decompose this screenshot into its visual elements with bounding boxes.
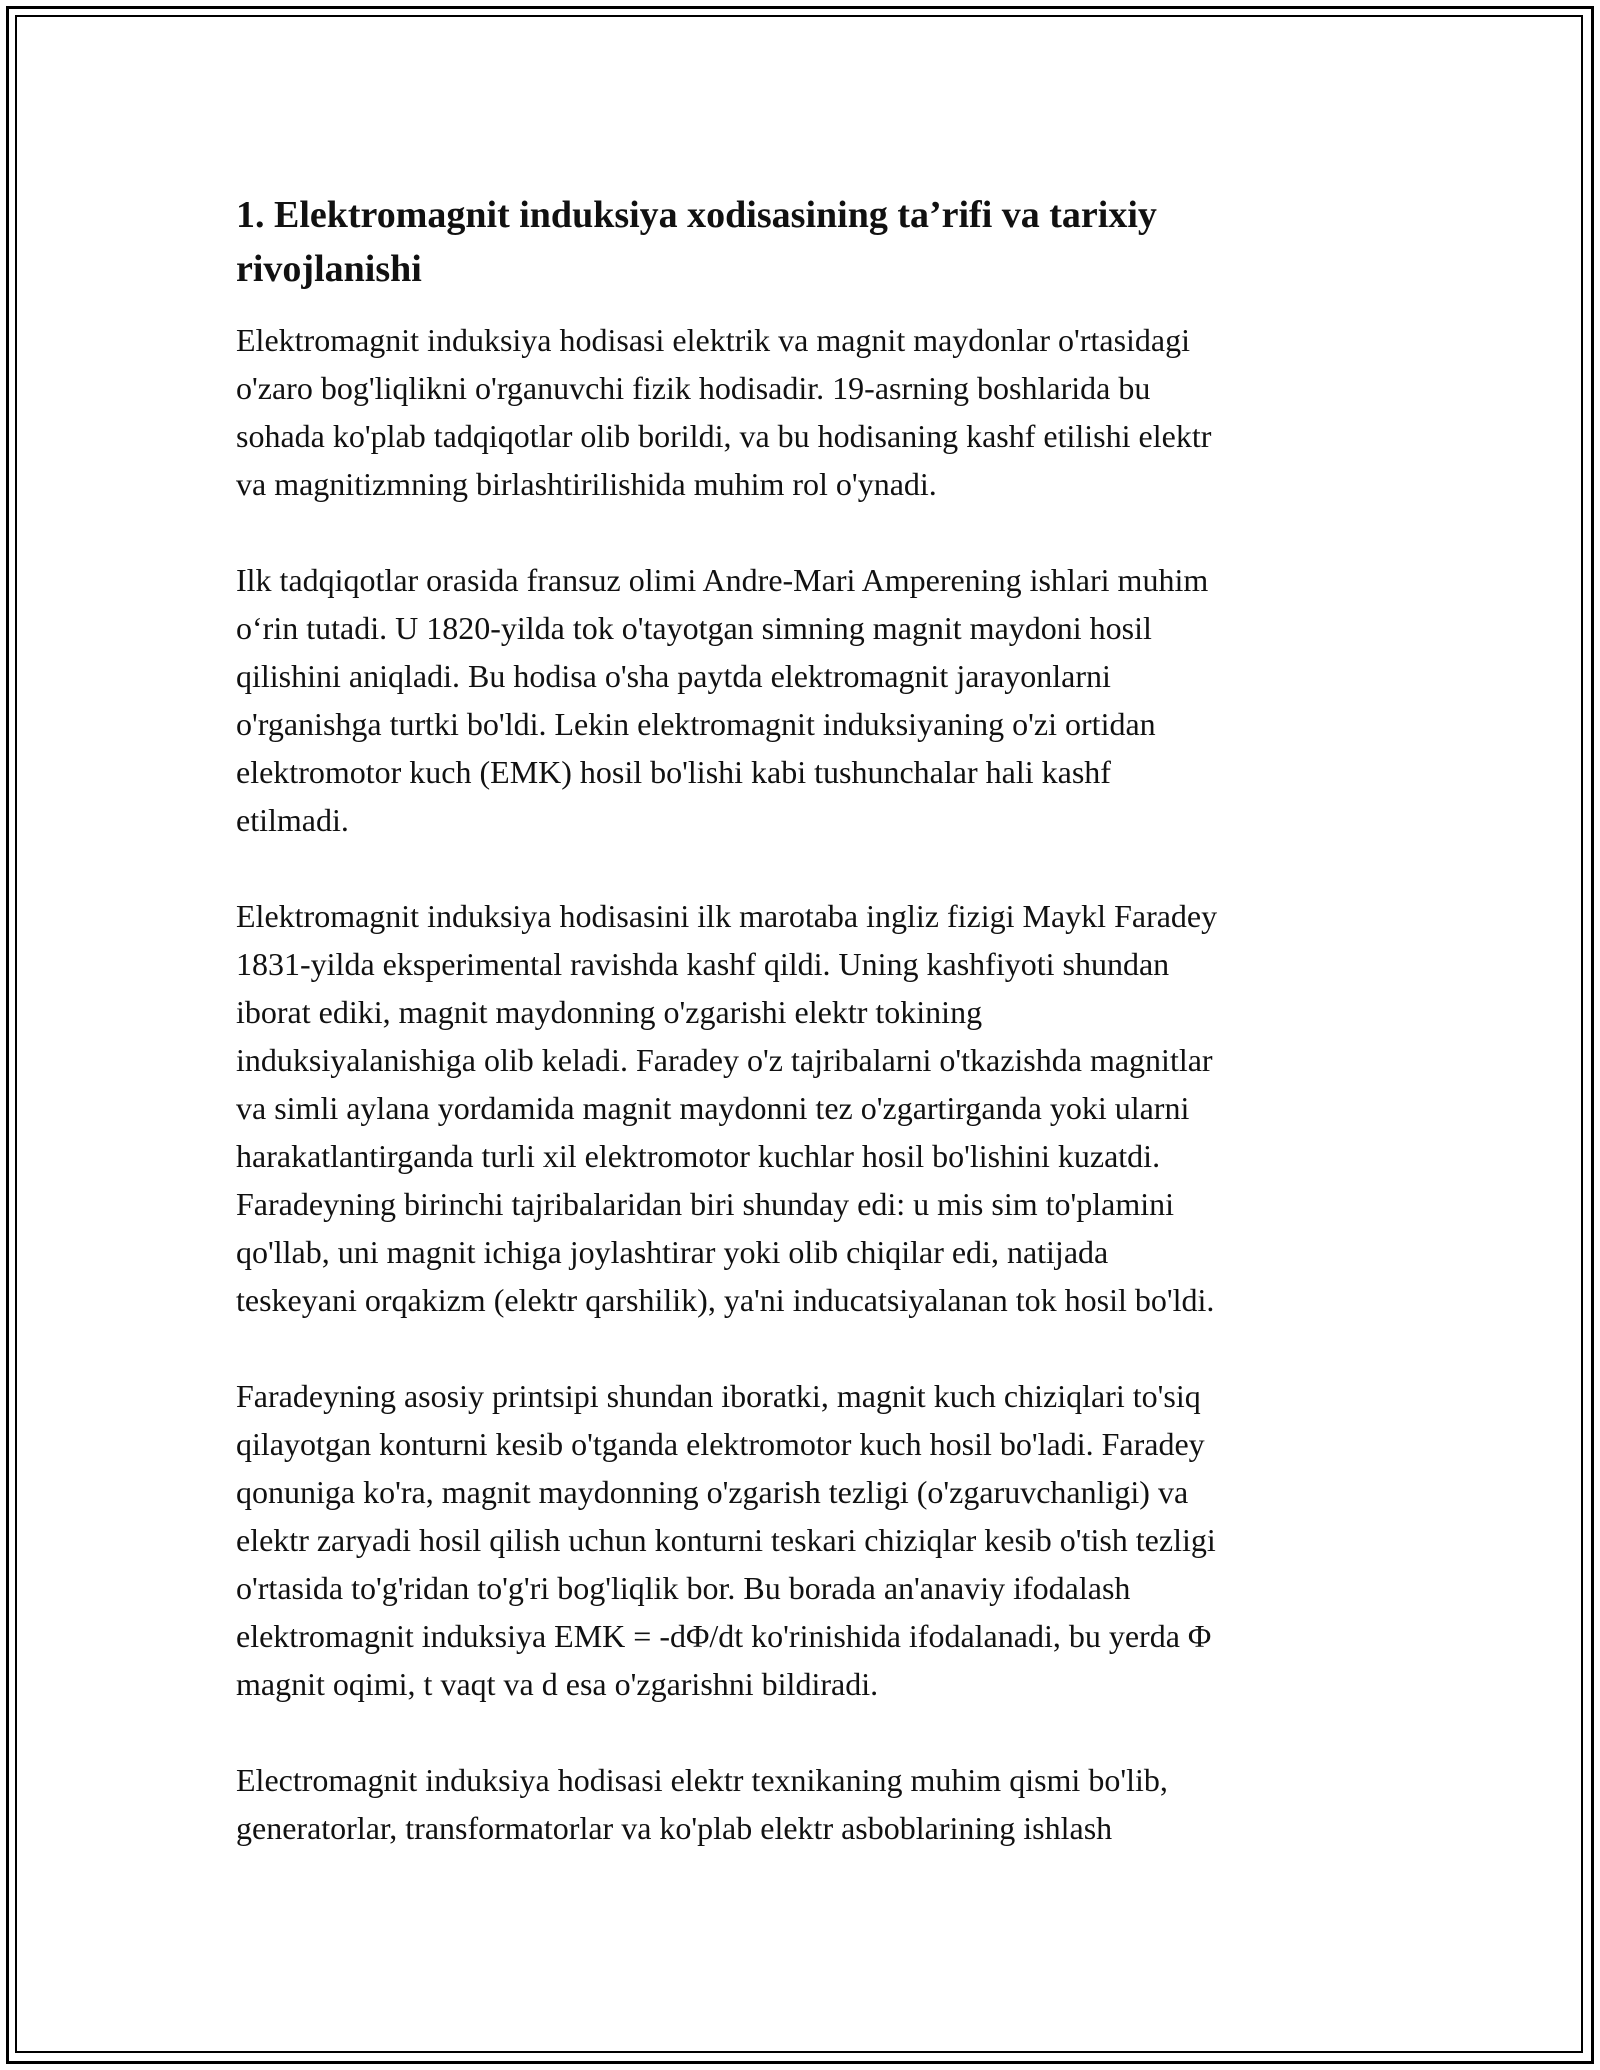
text-line: Faradeyning birinchi tajribalaridan biri shunday edi: u mis sim to'plamini [236, 1186, 1175, 1222]
paragraph-2 [236, 556, 1376, 844]
paragraph-1 [236, 316, 1376, 508]
text-line: 1831-yilda eksperimental ravishda kashf qildi. Uning kashfiyoti shundan [236, 946, 1170, 982]
text-line: va simli aylana yordamida magnit maydonni tez o'zgartirganda yoki ularni [236, 1090, 1190, 1126]
text-line: va magnitizmning birlashtirilishida muhim rol o'ynadi. [236, 466, 937, 502]
text-line: elektromagnit induksiya EMK = -dΦ/dt ko'rinishida ifodalanadi, bu yerda Φ [236, 1618, 1212, 1654]
paragraph-5 [236, 1756, 1376, 1852]
text-line: elektr zaryadi hosil qilish uchun konturni teskari chiziqlar kesib o'tish tezligi [236, 1522, 1216, 1558]
text-line: o'rtasida to'g'ridan to'g'ri bog'liqlik bor. Bu borada an'anaviy ifodalash [236, 1570, 1131, 1606]
text-line: qo'llab, uni magnit ichiga joylashtirar yoki olib chiqilar edi, natijada [236, 1234, 1109, 1270]
text-line: sohada ko'plab tadqiqotlar olib borildi, va bu hodisaning kashf etilishi elektr [236, 418, 1212, 454]
text-line: Ilk tadqiqotlar orasida fransuz olimi Andre-Mari Amperening ishlari muhim [236, 562, 1209, 598]
text-line: teskeyani orqakizm (elektr qarshilik), ya'ni inducatsiyalanan tok hosil bo'ldi. [236, 1282, 1215, 1318]
text-line: qilishini aniqladi. Bu hodisa o'sha paytda elektromagnit jarayonlarni [236, 658, 1111, 694]
text-line: o‘rin tutadi. U 1820-yilda tok o'tayotgan simning magnit maydoni hosil [236, 610, 1152, 646]
text-line: Electromagnit induksiya hodisasi elektr texnikaning muhim qismi bo'lib, [236, 1762, 1168, 1798]
text-line: o'zaro bog'liqlikni o'rganuvchi fizik hodisadir. 19-asrning boshlarida bu [236, 370, 1151, 406]
text-line: generatorlar, transformatorlar va ko'plab elektr asboblarining ishlash [236, 1810, 1113, 1846]
text-line: induksiyalanishiga olib keladi. Faradey o'z tajribalarni o'tkazishda magnitlar [236, 1042, 1213, 1078]
text-line: Elektromagnit induksiya hodisasi elektrik va magnit maydonlar o'rtasidagi [236, 322, 1190, 358]
paragraph-3 [236, 892, 1376, 1324]
text-line: qilayotgan konturni kesib o'tganda elektromotor kuch hosil bo'ladi. Faradey [236, 1426, 1205, 1462]
text-line: iborat ediki, magnit maydonning o'zgarishi elektr tokining [236, 994, 983, 1030]
text-line: etilmadi. [236, 802, 349, 838]
text-line: harakatlantirganda turli xil elektromotor kuchlar hosil bo'lishini kuzatdi. [236, 1138, 1161, 1174]
text-line: Faradeyning asosiy printsipi shundan iboratki, magnit kuch chiziqlari to'siq [236, 1378, 1201, 1414]
text-line: qonuniga ko'ra, magnit maydonning o'zgarish tezligi (o'zgaruvchanligi) va [236, 1474, 1189, 1510]
text-line: o'rganishga turtki bo'ldi. Lekin elektromagnit induksiyaning o'zi ortidan [236, 706, 1156, 742]
paragraph-4 [236, 1372, 1376, 1708]
text-line: elektromotor kuch (EMK) hosil bo'lishi kabi tushunchalar hali kashf [236, 754, 1111, 790]
section-heading [236, 188, 1376, 296]
document-body [236, 188, 1376, 1900]
text-line: magnit oqimi, t vaqt va d esa o'zgarishni bildiradi. [236, 1666, 879, 1702]
heading-line: rivojlanishi [236, 248, 422, 290]
heading-line: 1. Elektromagnit induksiya xodisasining ta’rifi va tarixiy [236, 194, 1157, 236]
text-line: Elektromagnit induksiya hodisasini ilk marotaba ingliz fizigi Maykl Faradey [236, 898, 1218, 934]
